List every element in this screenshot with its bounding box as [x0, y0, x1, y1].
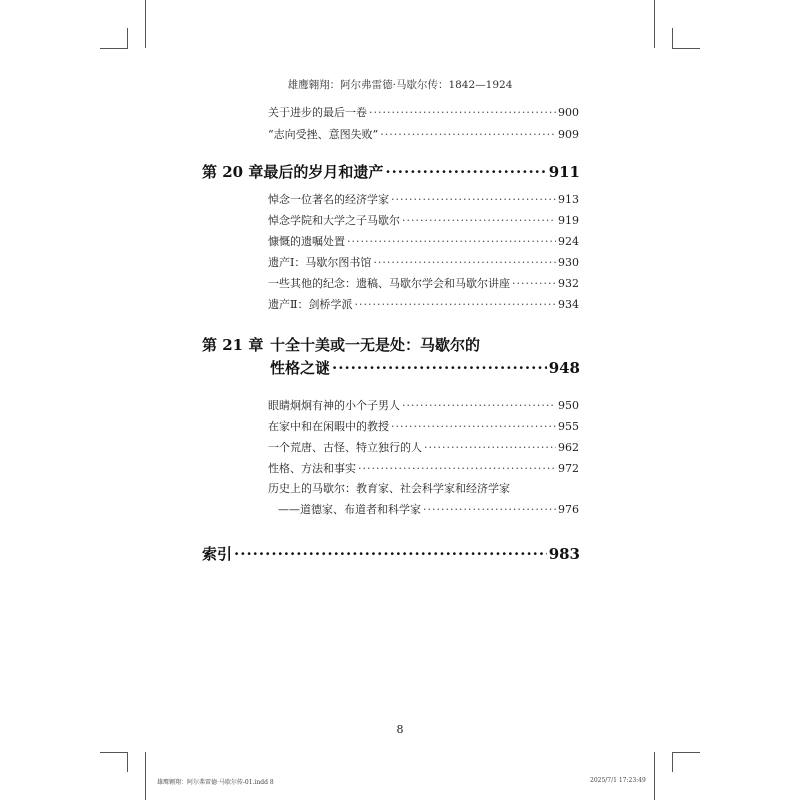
dot-leader: [512, 277, 556, 291]
toc-entry: [268, 106, 579, 120]
crop-mark: [672, 48, 700, 49]
crop-mark: [654, 0, 655, 48]
entry-page: 934: [558, 298, 579, 311]
dot-leader: [391, 420, 556, 434]
entry-title: 历史上的马歇尔：教育家、社会科学家和经济学家: [268, 482, 510, 495]
entry-title: 一些其他的纪念：遗稿、马歇尔学会和马歇尔讲座: [268, 277, 510, 290]
dot-leader: [385, 163, 546, 181]
dot-leader: [354, 298, 556, 312]
toc-entry: [268, 193, 579, 207]
toc-entry: [268, 399, 579, 413]
entry-title: 一个荒唐、古怪、特立独行的人: [268, 441, 422, 454]
entry-page: 930: [558, 256, 579, 269]
chapter-page: 948: [548, 359, 580, 377]
entry-title: 悼念学院和大学之子马歇尔: [268, 214, 400, 227]
entry-page: 919: [558, 214, 579, 227]
crop-mark: [145, 0, 146, 48]
toc-entry: [268, 298, 579, 312]
chapter-page: 911: [548, 163, 580, 181]
toc-entry: [268, 235, 579, 249]
entry-page: 950: [558, 399, 579, 412]
toc-entry-continued: [278, 503, 579, 517]
entry-page: 976: [558, 503, 579, 516]
entry-title: 慷慨的遗嘱处置: [268, 235, 345, 248]
chapter-heading-continued: [270, 359, 580, 377]
dot-leader: [423, 503, 556, 517]
entry-title: 性格、方法和事实: [268, 462, 356, 475]
entry-title: “志向受挫、意图失败”: [268, 128, 379, 141]
dot-leader: [347, 235, 556, 249]
crop-mark: [672, 752, 700, 753]
entry-page: 909: [558, 128, 579, 141]
dot-leader: [402, 214, 556, 228]
index-title: 索引: [202, 545, 233, 563]
entry-title: 悼念一位著名的经济学家: [268, 193, 389, 206]
dot-leader: [424, 441, 556, 455]
toc-entry: [268, 420, 579, 434]
entry-page: 962: [558, 441, 579, 454]
entry-title: 在家中和在闲暇中的教授: [268, 420, 389, 433]
entry-page: 913: [558, 193, 579, 206]
toc-entry: [268, 441, 579, 455]
chapter-title: 十全十美或一无是处：马歇尔的: [270, 336, 481, 354]
crop-mark: [127, 28, 128, 48]
toc-entry: [268, 128, 579, 142]
entry-page: 924: [558, 235, 579, 248]
crop-mark: [672, 28, 673, 48]
index-heading: [202, 545, 580, 563]
chapter-title: 性格之谜: [270, 359, 331, 377]
footer-file: 雄鹰翱翔：阿尔弗雷德·马歇尔传-01.indd 8: [157, 779, 274, 786]
dot-leader: [380, 128, 556, 142]
entry-title: 眼睛炯炯有神的小个子男人: [268, 399, 400, 412]
page-number: 8: [396, 723, 404, 736]
dot-leader: [358, 462, 556, 476]
index-page: 983: [548, 545, 580, 563]
toc-entry: [268, 462, 579, 476]
toc-entry: [268, 482, 579, 496]
toc-entry: [268, 256, 579, 270]
crop-mark: [100, 752, 128, 753]
running-header: 雄鹰翱翔：阿尔弗雷德·马歇尔传：1842—1924: [287, 79, 513, 91]
entry-title: 遗产Ⅰ：马歇尔图书馆: [268, 256, 372, 269]
chapter-number: 第 21 章: [202, 336, 264, 354]
dot-leader: [234, 545, 547, 563]
toc-entry: [268, 214, 579, 228]
entry-page: 900: [558, 106, 579, 119]
dot-leader: [373, 256, 556, 270]
entry-page: 955: [558, 420, 579, 433]
entry-title: 遗产Ⅱ：剑桥学派: [268, 298, 353, 311]
chapter-heading: [202, 336, 580, 354]
entry-title: ——道德家、布道者和科学家: [278, 503, 421, 516]
chapter-heading: [202, 163, 580, 181]
entry-page: 932: [558, 277, 579, 290]
chapter-title: 最后的岁月和遗产: [263, 163, 384, 181]
crop-mark: [672, 752, 673, 772]
entry-page: 972: [558, 462, 579, 475]
crop-mark: [145, 752, 146, 800]
dot-leader: [332, 359, 547, 377]
dot-leader: [369, 106, 556, 120]
entry-title: 关于进步的最后一卷: [268, 106, 367, 119]
footer-timestamp: 2025/7/1 17:23:49: [590, 777, 646, 784]
crop-mark: [127, 752, 128, 772]
crop-mark: [100, 48, 128, 49]
dot-leader: [391, 193, 556, 207]
chapter-number: 第 20 章: [202, 163, 264, 181]
dot-leader: [402, 399, 556, 413]
toc-entry: [268, 277, 579, 291]
crop-mark: [654, 752, 655, 800]
